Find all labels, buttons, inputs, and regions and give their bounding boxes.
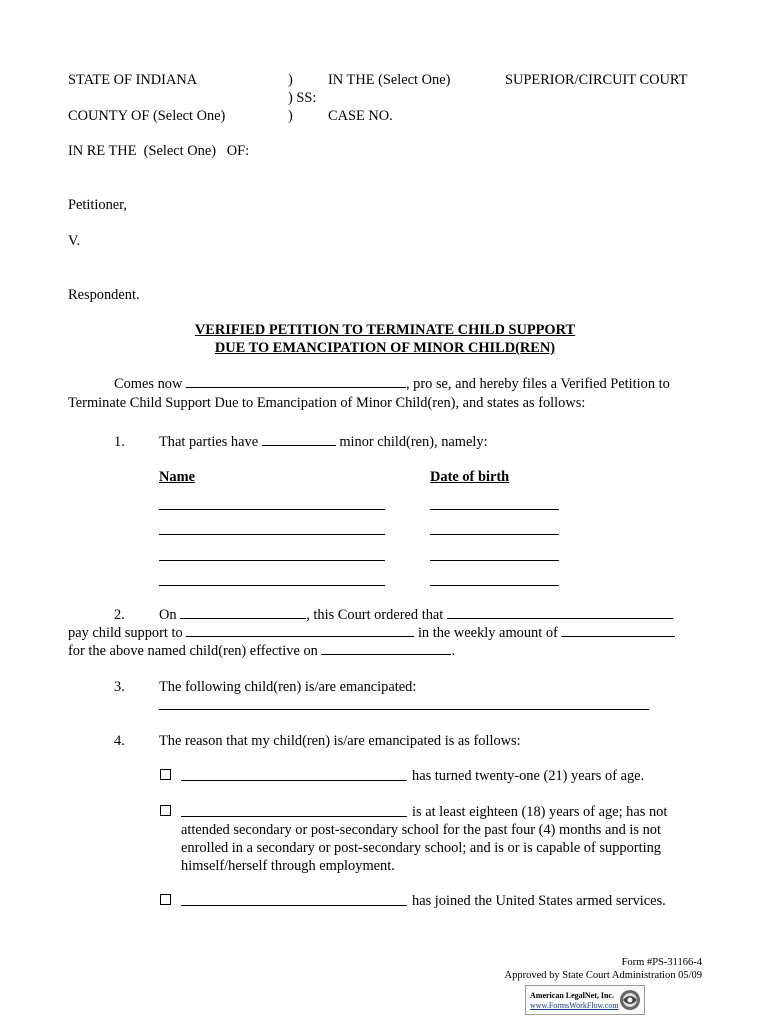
child-name-blank-1[interactable]	[159, 509, 385, 510]
item-2-pay: pay child support to	[68, 625, 183, 641]
item-2-line-1	[159, 606, 673, 624]
form-number: Form #PS-31166-4	[621, 957, 702, 968]
item-1-text	[159, 433, 488, 451]
court-type-label: SUPERIOR/CIRCUIT COURT	[505, 72, 688, 88]
child-dob-blank-1[interactable]	[430, 509, 559, 510]
document-title-line-2: DUE TO EMANCIPATION OF MINOR CHILD(REN)	[214, 340, 556, 356]
child-dob-blank-2[interactable]	[430, 534, 559, 535]
reason-age-21-checkbox[interactable]	[160, 769, 171, 780]
petitioner-label: Petitioner,	[68, 197, 127, 213]
case-number-label: CASE NO.	[328, 108, 393, 124]
item-4-text: The reason that my child(ren) is/are emancipated is as follows:	[159, 733, 521, 749]
child-dob-blank-3[interactable]	[430, 560, 559, 561]
versus-label: V.	[68, 233, 81, 249]
globe-icon	[618, 988, 642, 1012]
county-select[interactable]: COUNTY OF (Select One)	[68, 108, 226, 124]
intro-line-2: Terminate Child Support Due to Emancipation of Minor Child(ren), and states as follows:	[68, 395, 586, 411]
publisher-name: American LegalNet, Inc.	[530, 991, 614, 1000]
document-title-line-1: VERIFIED PETITION TO TERMINATE CHILD SUPPORT	[194, 322, 576, 338]
petitioner-name-blank[interactable]	[186, 375, 406, 388]
item-3-number: 3.	[114, 679, 125, 695]
item-3-text: The following child(ren) is/are emancipated:	[159, 679, 417, 695]
respondent-label: Respondent.	[68, 287, 140, 303]
intro-line-1	[114, 375, 670, 393]
reason-age-18-text-a: is at least eighteen (18) years of age; has not	[412, 804, 668, 820]
caption-paren-2: )	[288, 108, 293, 124]
state-label: STATE OF INDIANA	[68, 72, 198, 88]
in-the-court-select[interactable]: IN THE (Select One)	[328, 72, 451, 88]
item-1-text-a: That parties have	[159, 434, 259, 450]
publisher-logo	[525, 985, 645, 1015]
publisher-url[interactable]: www.FormsWorkFlow.com	[530, 1001, 619, 1010]
item-4-number: 4.	[114, 733, 125, 749]
caption-paren-1: )	[288, 72, 293, 88]
caption-ss: ) SS:	[288, 90, 317, 106]
item-2-period: .	[451, 643, 456, 659]
item-2-number: 2.	[114, 607, 125, 623]
reason-armed-services-text: has joined the United States armed services.	[412, 893, 666, 909]
weekly-amount-blank[interactable]	[561, 624, 675, 637]
item-2-ordered: , this Court ordered that	[306, 607, 444, 623]
reason-age-21-child-blank[interactable]	[181, 780, 407, 781]
order-date-blank[interactable]	[180, 606, 306, 619]
name-column-header: Name	[159, 469, 195, 485]
dob-column-header: Date of birth	[430, 469, 510, 485]
payee-name-blank[interactable]	[186, 624, 414, 637]
reason-age-18-text-c: enrolled in a secondary or post-secondary school; and is or is capable of supporting	[181, 840, 661, 856]
emancipated-children-blank[interactable]	[159, 709, 649, 710]
reason-age-18-text-d: himself/herself through employment.	[181, 858, 395, 874]
reason-armed-services-checkbox[interactable]	[160, 894, 171, 905]
approval-note: Approved by State Court Administration 05/09	[504, 970, 702, 981]
child-name-blank-2[interactable]	[159, 534, 385, 535]
obligor-name-blank[interactable]	[447, 606, 673, 619]
item-2-on: On	[159, 607, 177, 623]
comes-now-text: Comes now	[114, 376, 183, 392]
number-of-children-blank[interactable]	[262, 433, 336, 446]
item-2-line-3	[68, 642, 455, 660]
item-2-line-2	[68, 624, 675, 642]
in-re-select[interactable]: IN RE THE (Select One) OF:	[68, 143, 250, 159]
item-1-number: 1.	[114, 434, 125, 450]
child-dob-blank-4[interactable]	[430, 585, 559, 586]
item-1-text-b: minor child(ren), namely:	[339, 434, 488, 450]
reason-age-18-checkbox[interactable]	[160, 805, 171, 816]
reason-age-21-text: has turned twenty-one (21) years of age.	[412, 768, 645, 784]
reason-age-18-child-blank[interactable]	[181, 816, 407, 817]
reason-age-18-text-b: attended secondary or post-secondary school for the past four (4) months and is not	[181, 822, 661, 838]
reason-armed-services-child-blank[interactable]	[181, 905, 407, 906]
item-2-effective: for the above named child(ren) effective on	[68, 643, 318, 659]
child-name-blank-4[interactable]	[159, 585, 385, 586]
item-2-weekly: in the weekly amount of	[417, 625, 558, 641]
effective-date-blank[interactable]	[321, 642, 451, 655]
pro-se-text: , pro se, and hereby files a Verified Petition to	[405, 376, 670, 392]
child-name-blank-3[interactable]	[159, 560, 385, 561]
